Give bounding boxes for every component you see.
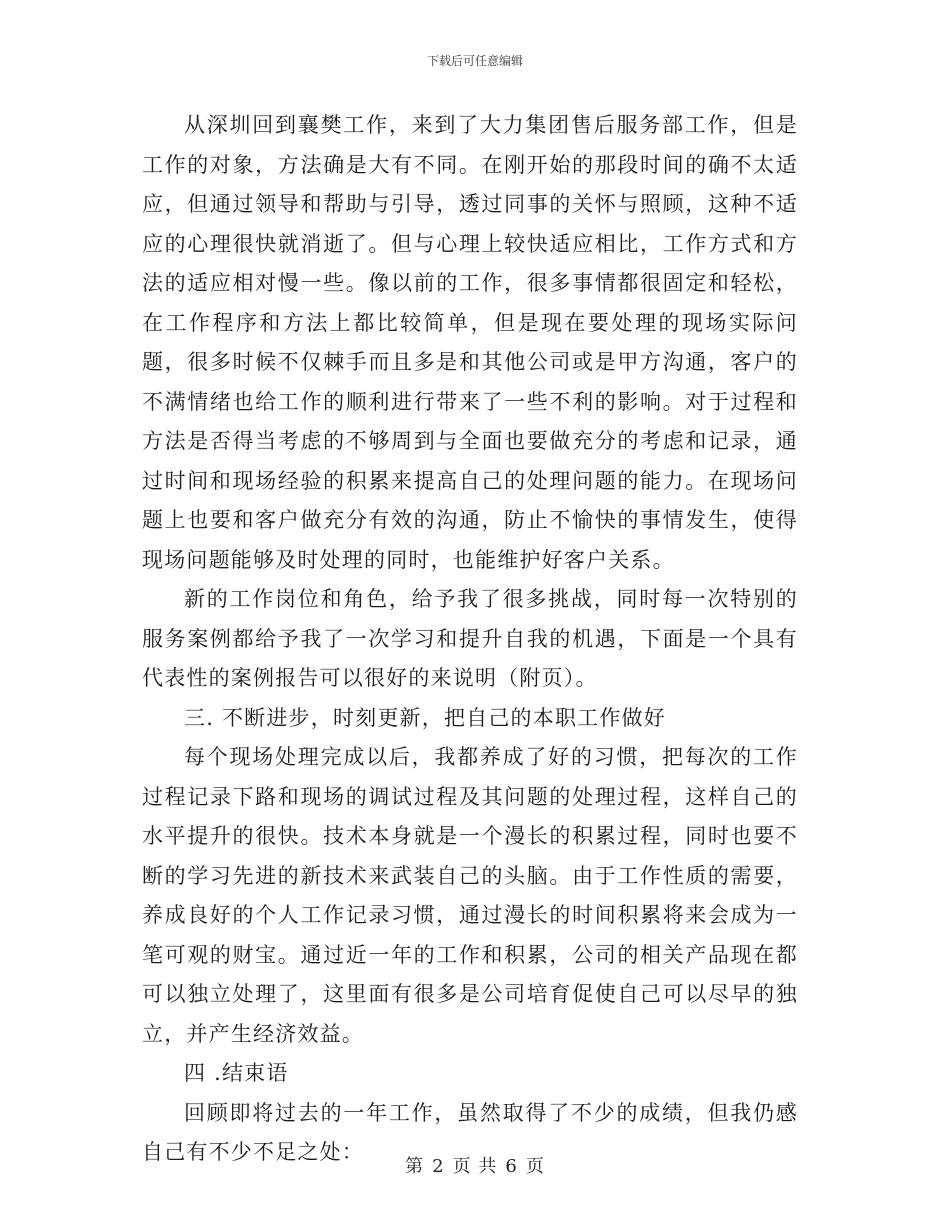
page-label-suffix: 页 <box>525 1156 545 1177</box>
paragraph: 从深圳回到襄樊工作，来到了大力集团售后服务部工作，但是工作的对象，方法确是大有不同。在刚开始的那段时间的确不太适应，但通过领导和帮助与引导，透过同事的关怀与照顾，这种不适应的心理很快就消逝了。但与心理上较快适应相比，工作方式和方法的适应相对慢一些。像以前的工作，很多事情都很固定和轻松，在工作程序和方法上都比较简单，但是现在要处理的现场实际问题，很多时候不仅棘手而且多是和其他公司或是甲方沟通，客户的不满情绪也给工作的顺利进行带来了一些不利的影响。对于过程和方法是否得当考虑的不够周到与全面也要做充分的考虑和记录，通过时间和现场经验的积累来提高自己的处理问题的能力。在现场问题上也要和客户做充分有效的沟通，防止不愉快的事情发生，使得现场问题能够及时处理的同时，也能维护好客户关系。 <box>142 113 798 572</box>
page-header: 下载后可任意编辑 <box>426 54 523 68</box>
page-label-prefix: 第 <box>405 1156 425 1177</box>
paragraph: 回顾即将过去的一年工作，虽然取得了不少的成绩，但我仍感自己有不少不足之处： <box>142 1100 798 1164</box>
document-body <box>142 106 798 1173</box>
paragraph: 新的工作岗位和角色，给予我了很多挑战，同时每一次特别的服务案例都给予我了一次学习和提升自我的机遇，下面是一个具有代表性的案例报告可以很好的来说明（附页）。 <box>142 587 798 690</box>
paragraph: 每个现场处理完成以后，我都养成了好的习惯，把每次的工作过程记录下路和现场的调试过程及其问题的处理过程，这样自己的水平提升的很快。技术本身就是一个漫长的积累过程，同时也要不断的学习先进的新技术来武装自己的头脑。由于工作性质的需要，养成良好的个人工作记录习惯，通过漫长的时间积累将来会成为一笔可观的财宝。通过近一年的工作和积累，公司的相关产品现在都可以独立处理了，这里面有很多是公司培育促使自己可以尽早的独立，并产生经济效益。 <box>142 745 798 1046</box>
section-heading: 三. 不断进步，时刻更新，把自己的本职工作做好 <box>184 705 666 730</box>
page-footer <box>0 1152 950 1178</box>
page-number: 2 <box>432 1156 445 1177</box>
total-pages: 6 <box>505 1156 518 1177</box>
section-heading: 四 .结束语 <box>184 1061 289 1085</box>
page-label-mid: 页 共 <box>452 1156 498 1177</box>
